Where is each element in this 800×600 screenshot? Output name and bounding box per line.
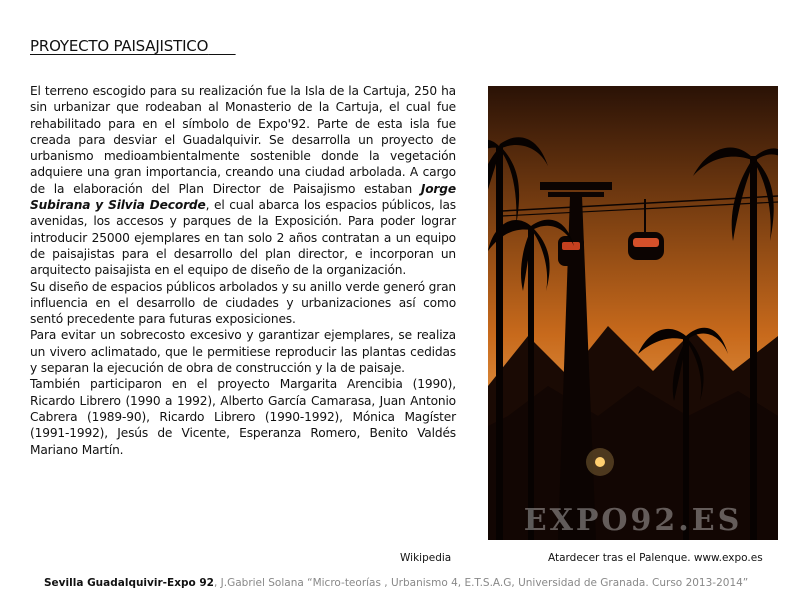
footer-citation [44, 577, 748, 589]
body-text [30, 83, 456, 458]
footer-title: Sevilla Guadalquivir-Expo 92 [44, 577, 214, 589]
photo-watermark: EXPO92.ES [523, 503, 743, 538]
paragraph-2: Su diseño de espacios públicos arbolados y su anillo verde generó gran influencia en el desarrollo de ciudades y urbanizaciones así como sentó precedente para futuras exposiciones. [30, 279, 456, 327]
paragraph-4: También participaron en el proyecto Margarita Arencibia (1990), Ricardo Librero (1990 a 1992), Alberto García Camarasa, Juan Antonio Cabrera (1989-90), Ricardo Librero (1990-1992), Mónica Magíster (1991-1992), Jesús de Vicente, Esperanza Romero, Benito Valdés Mariano Martín. [30, 377, 456, 457]
page-title-trail [208, 37, 235, 55]
paragraph-1-end: , el cual abarca los espacios públicos, las avenidas, los accesos y parques de la Exposición. Para poder lograr introducir 25000 ejemplares en tan solo 2 años contratan a un equipo de paisajistas para el desarrollo del plan director, e incorporan un arquitecto paisajista en el equipo de diseño de la organización. [30, 198, 457, 278]
gondola-window [633, 238, 659, 247]
plan-directors-names: Jorge Subirana y Silvia Decorde [30, 181, 456, 213]
tower-crossbar [540, 182, 612, 190]
palm-trunk-left-2 [528, 226, 534, 540]
photo-caption: Atardecer tras el Palenque. www.expo.es [548, 552, 763, 564]
footer-credits: , J.Gabriel Solana “Micro-teorías , Urbanismo 4, E.T.S.A.G, Universidad de Granada. Curso 2013-2014” [213, 577, 749, 589]
gondola-window-2 [562, 242, 580, 250]
palm-trunk-right [750, 156, 757, 540]
paragraph-1 [30, 83, 456, 279]
gondola-cabin-2 [558, 236, 584, 266]
palm-trunk-left [496, 146, 503, 540]
page-title [30, 37, 236, 55]
tower-crossbar-lower [548, 192, 604, 197]
paragraph-1-start: El terreno escogido para su realización fue la Isla de la Cartuja, 250 ha sin urbanizar que rodeaban al Monasterio de la Cartuja, el cual fue rehabilitado para en el símbolo de Expo'92. Parte de esta isla fue creada para desviar el Guadalquivir. Se desarrolla un proyecto de urbanismo medioambientalmente sostenible donde la vegetación adquiere una gran importancia, creando una ciudad arbolada. A cargo de la elaboración del Plan Director de Paisajismo estaban [30, 84, 456, 196]
page-title-text: PROYECTO PAISAJISTICO [30, 37, 209, 55]
sunset-photo [488, 86, 778, 540]
paragraph-3: Para evitar un sobrecosto excesivo y garantizar ejemplares, se realiza un vivero aclimatado, que le permitiese reproducir las plantas cedidas y separan la ejecución de obra de construcción y la de paisaje. [30, 328, 456, 376]
source-label: Wikipedia [400, 552, 452, 564]
photo-illustration [488, 86, 778, 540]
lamp-halo [586, 448, 614, 476]
